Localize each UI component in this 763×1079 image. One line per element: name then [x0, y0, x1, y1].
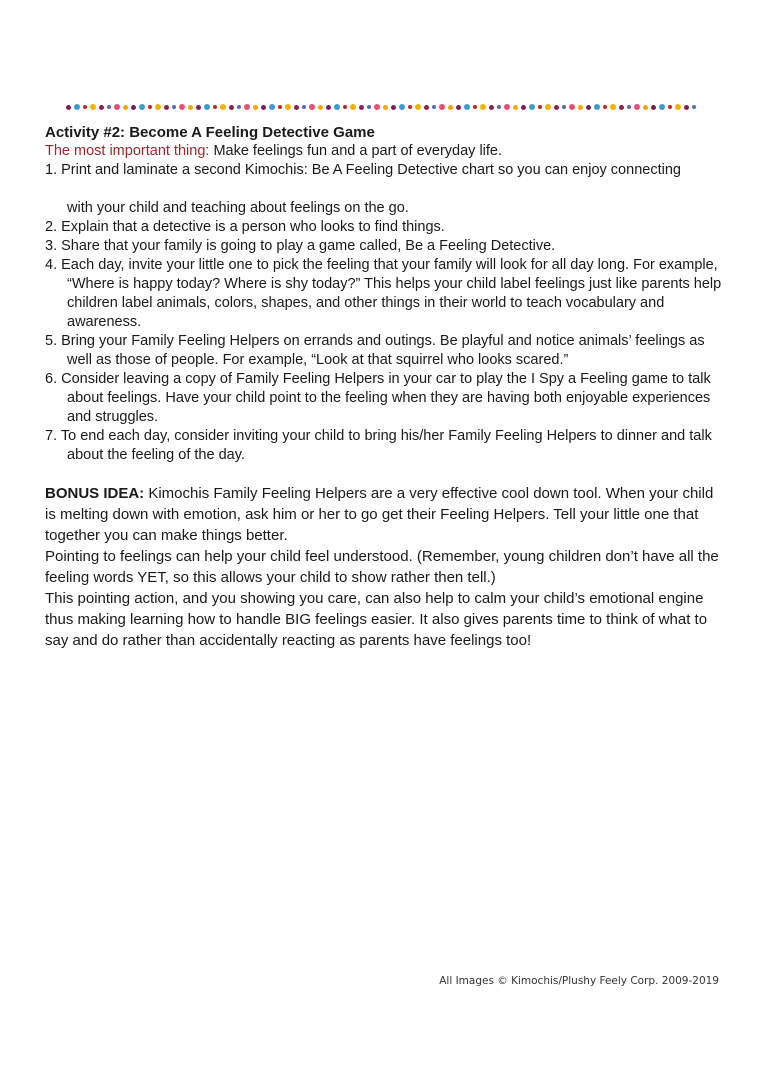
decorative-dot: [196, 105, 201, 110]
bonus-label: BONUS IDEA:: [45, 485, 145, 502]
decorative-dot: [294, 105, 299, 110]
decorative-dot: [586, 105, 591, 110]
activity-title: Activity #2: Become A Feeling Detective Game: [45, 124, 375, 141]
decorative-dot: [529, 104, 535, 110]
decorative-dot: [123, 105, 128, 110]
decorative-dot: [237, 105, 241, 109]
decorative-dot: [456, 105, 461, 110]
decorative-dot: [513, 105, 518, 110]
decorative-dot: [464, 104, 470, 110]
step-4: 4. Each day, invite your little one to pick the feeling that your family will look for all day long. For example, “Where is happy today? Where is shy today?” This helps your child label feelings just like parents help children label animals, colors, shapes, and other things in their world to teach vocabulary and awareness.: [45, 257, 722, 330]
decorative-dot-border: [66, 100, 706, 114]
decorative-dot: [562, 105, 566, 109]
decorative-dot: [643, 105, 648, 110]
decorative-dot: [114, 104, 120, 110]
decorative-dot: [204, 104, 210, 110]
decorative-dot: [619, 105, 624, 110]
decorative-dot: [139, 104, 145, 110]
decorative-dot: [188, 105, 193, 110]
step-3: 3. Share that your family is going to play a game called, Be a Feeling Detective.: [45, 238, 556, 254]
decorative-dot: [334, 104, 340, 110]
decorative-dot: [343, 105, 347, 109]
decorative-dot: [651, 105, 656, 110]
decorative-dot: [489, 105, 494, 110]
decorative-dot: [408, 105, 412, 109]
bonus-paragraph-3: This pointing action, and you showing you care, can also help to calm your child’s emotional engine thus making learning how to handle BIG feelings easier. It also gives parents time to think of what to say and do rather than accidentally reacting as parents have feelings too!: [45, 590, 708, 649]
important-label: The most important thing:: [45, 143, 210, 159]
decorative-dot: [318, 105, 323, 110]
decorative-dot: [504, 104, 510, 110]
decorative-dot: [538, 105, 542, 109]
decorative-dot: [269, 104, 275, 110]
decorative-dot: [634, 104, 640, 110]
decorative-dot: [374, 104, 380, 110]
important-text: Make feelings fun and a part of everyday life.: [209, 143, 503, 159]
decorative-dot: [448, 105, 453, 110]
decorative-dot: [439, 104, 445, 110]
decorative-dot: [350, 104, 356, 110]
decorative-dot: [220, 104, 226, 110]
decorative-dot: [229, 105, 234, 110]
step-1-continued: with your child and teaching about feelings on the go.: [67, 200, 409, 216]
decorative-dot: [261, 105, 266, 110]
decorative-dot: [244, 104, 250, 110]
decorative-dot: [148, 105, 152, 109]
decorative-dot: [627, 105, 631, 109]
decorative-dot: [278, 105, 282, 109]
decorative-dot: [285, 104, 291, 110]
step-6: 6. Consider leaving a copy of Family Feeling Helpers in your car to play the I Spy a Feeling game to talk about feelings. Have your child point to the feeling when they are having both enjoyable experiences and struggles.: [45, 371, 711, 425]
decorative-dot: [99, 105, 104, 110]
decorative-dot: [545, 104, 551, 110]
decorative-dot: [383, 105, 388, 110]
decorative-dot: [521, 105, 526, 110]
decorative-dot: [432, 105, 436, 109]
decorative-dot: [83, 105, 87, 109]
decorative-dot: [692, 105, 696, 109]
decorative-dot: [367, 105, 371, 109]
decorative-dot: [569, 104, 575, 110]
step-7: 7. To end each day, consider inviting your child to bring his/her Family Feeling Helpers to dinner and talk about the feeling of the day.: [45, 428, 712, 463]
decorative-dot: [659, 104, 665, 110]
decorative-dot: [415, 104, 421, 110]
bonus-section: [45, 483, 725, 651]
decorative-dot: [610, 104, 616, 110]
decorative-dot: [66, 105, 71, 110]
decorative-dot: [473, 105, 477, 109]
decorative-dot: [213, 105, 217, 109]
decorative-dot: [399, 104, 405, 110]
decorative-dot: [391, 105, 396, 110]
important-thing-line: [45, 142, 725, 161]
decorative-dot: [578, 105, 583, 110]
decorative-dot: [74, 104, 80, 110]
decorative-dot: [603, 105, 607, 109]
decorative-dot: [309, 104, 315, 110]
decorative-dot: [164, 105, 169, 110]
decorative-dot: [480, 104, 486, 110]
document-body: [45, 121, 725, 651]
bonus-paragraph-2: Pointing to feelings can help your child feel understood. (Remember, young children don’t have all the feeling words YET, so this allows your child to show rather then tell.): [45, 548, 719, 586]
decorative-dot: [90, 104, 96, 110]
step-2: 2. Explain that a detective is a person who looks to find things.: [45, 219, 445, 235]
decorative-dot: [359, 105, 364, 110]
bonus-paragraph: [45, 483, 725, 546]
decorative-dot: [326, 105, 331, 110]
decorative-dot: [554, 105, 559, 110]
decorative-dot: [253, 105, 258, 110]
decorative-dot: [107, 105, 111, 109]
step-5: 5. Bring your Family Feeling Helpers on errands and outings. Be playful and notice animals’ feelings as well as those of people. For example, “Look at that squirrel who looks scared.”: [45, 333, 705, 368]
decorative-dot: [179, 104, 185, 110]
copyright-footer: All Images © Kimochis/Plushy Feely Corp. 2009-2019: [439, 975, 719, 987]
decorative-dot: [497, 105, 501, 109]
bonus-text: Kimochis Family Feeling Helpers are a very effective cool down tool. When your child is melting down with emotion, ask him or her to go get their Feeling Helpers. Tell your little one that together you can make things better.: [45, 485, 714, 544]
decorative-dot: [684, 105, 689, 110]
decorative-dot: [131, 105, 136, 110]
decorative-dot: [675, 104, 681, 110]
decorative-dot: [302, 105, 306, 109]
step-1: 1. Print and laminate a second Kimochis: Be A Feeling Detective chart so you can enjoy connecting: [45, 162, 681, 178]
decorative-dot: [424, 105, 429, 110]
decorative-dot: [594, 104, 600, 110]
decorative-dot: [155, 104, 161, 110]
decorative-dot: [172, 105, 176, 109]
decorative-dot: [668, 105, 672, 109]
